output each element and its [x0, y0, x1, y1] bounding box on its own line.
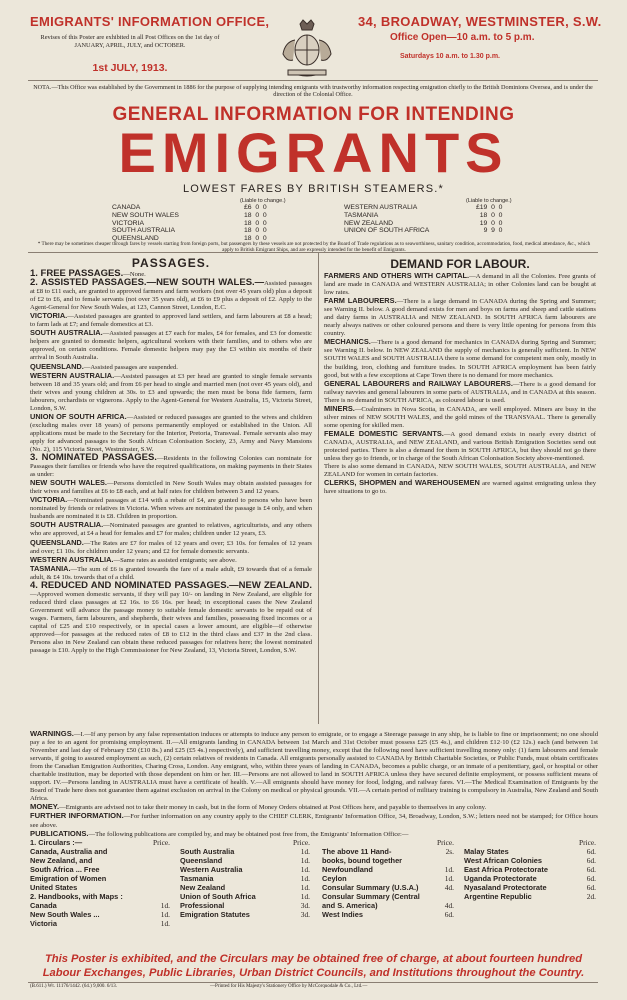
- review-note: Revises of this Poster are exhibited in all Post Offices on the 1st day of JANUARY, APRIL, JULY, and OCTOBER.: [40, 34, 220, 49]
- warnings-heading: WARNINGS.: [30, 729, 74, 738]
- price-header: Price.: [292, 838, 310, 847]
- fare-amount: 18 0 0: [244, 219, 267, 227]
- publication-item: [30, 865, 170, 874]
- poster-date: 1st JULY, 1913.: [92, 62, 168, 74]
- publications-col-4: [464, 838, 596, 901]
- publication-price: 2d.: [586, 892, 596, 901]
- publication-item: [464, 892, 596, 901]
- column-divider: [318, 252, 319, 724]
- fare-row: [112, 212, 271, 220]
- poster-footer: [0, 952, 627, 980]
- general-info-heading: GENERAL INFORMATION FOR INTENDING: [112, 104, 515, 125]
- assisted-wa-text: —Assisted passages at £3 per head are granted to single female servants between 18 and 35 years old; and from £6 per head to single and married men (not over 45 years old), and their wives and young children at 30s. to £3 and upwards; the men must be bona fide farmers, farm labourers, orchardists or vignerons. Apply to the Agent-General for Western Australia, 15, Victoria Street, London, S.W.: [30, 372, 313, 412]
- publication-name: United States: [30, 883, 78, 892]
- reduced-nz-text: —Approved women domestic servants, if they will pay 10/- on landing in New Zealand, are eligible for reduced third class passages at £2 16s. to £6 16s. per head; in exceptional cases the New Zealand Government will advance the passage money to suitable female domestic servants to be repaid out of wages. Farmers, farm labourers, and shepherds, their wives and families, possessing fixed incomes or a capital of £25 and £10 respectively, or in special cases a lower amount, are eligible—if otherwise approved—for passages at the reduced rates of £8 to £12 in the third class and £37 in the 2nd class. Persons also in New Zealand can obtain these reduced passages for relatives here; the lowest nominated passage is £10. Apply to the High Commissioner for New Zealand, 13, Victoria Street, London, S.W.: [30, 590, 312, 655]
- publication-name: and S. America): [322, 901, 378, 910]
- fare-row: [344, 227, 506, 235]
- miners-text: —Coalminers in Nova Scotia, in CANADA, are well employed. Miners are busy in the silver mines of NEW SOUTH WALES, and the gold mines of the TRANSVAAL. There is generally some opening for skilled men.: [324, 405, 596, 429]
- fare-amount: 18 0 0: [244, 211, 267, 219]
- farmers-text: —A demand in all the Colonies. Free grants of land are made in CANADA and WESTERN AUSTRALIA; in other Colonies land can be bought at low rates.: [324, 273, 596, 297]
- fare-destination: UNION OF SOUTH AFRICA: [344, 227, 430, 235]
- nominated-qld-text: —The Rates are £7 for males of 12 years and over; £3 10s. for females of 12 years and over; £1 10s. for children under 12 years; and £2 for female domestic servants.: [30, 539, 312, 555]
- nominated-tasmania-heading: TASMANIA.: [30, 563, 71, 573]
- passages-column: [30, 256, 312, 655]
- fare-destination: VICTORIA: [112, 219, 144, 227]
- fares-table-right: [344, 198, 512, 235]
- publication-item: [322, 856, 454, 865]
- publication-name: Argentine Republic: [464, 892, 532, 901]
- publication-item: [180, 892, 310, 901]
- publication-name: South Africa ... Free: [30, 865, 100, 874]
- general-labourers-text: —There is a good demand for railway navvies and general labourers in some parts of AUSTRALIA, and in CANADA at this season. There is no demand in SOUTH AFRICA, as coloured labour is used.: [324, 380, 596, 404]
- divider: [28, 982, 598, 983]
- office-address: 34, BROADWAY, WESTMINSTER, S.W.: [358, 14, 602, 29]
- fare-amount: 18 0 0: [244, 227, 267, 235]
- publication-item: [322, 865, 454, 874]
- publication-name: Victoria: [30, 919, 57, 928]
- publication-item: [180, 901, 310, 910]
- nominated-wa-heading: WESTERN AUSTRALIA.: [30, 554, 114, 564]
- clerks-heading: CLERKS, SHOPMEN and WAREHOUSEMEN: [324, 478, 480, 488]
- further-info-text: —For further information on any country apply to the CHIEF CLERK, Emigrants' Information Office, 34, Broadway, London, S.W.; letters need not be stamped; for Office hours see above.: [30, 813, 598, 829]
- fare-amount: £19 0 0: [476, 204, 503, 211]
- further-info-heading: FURTHER INFORMATION.: [30, 811, 124, 821]
- royal-crest-icon: [276, 18, 338, 80]
- publication-name: Newfoundland: [322, 865, 373, 874]
- publication-name: Tasmania: [180, 874, 214, 883]
- female-servants-heading: FEMALE DOMESTIC SERVANTS.: [324, 428, 444, 438]
- fare-amount: 19 0 0: [479, 219, 503, 227]
- publication-item: [464, 847, 596, 856]
- publications-col-1: [30, 838, 170, 928]
- nominated-sa-heading: SOUTH AUSTRALIA.: [30, 520, 104, 530]
- publication-item: [180, 847, 310, 856]
- publication-item: [180, 910, 310, 919]
- emigrants-title: EMIGRANTS: [118, 121, 509, 184]
- publication-item: [30, 874, 170, 883]
- fare-destination: NEW ZEALAND: [344, 219, 394, 227]
- publication-item: [322, 883, 454, 892]
- nominated-victoria-text: —Nominated passages at £14 with a rebate of £4, are granted to persons who have been nominated by friends or relatives in Victoria. When wives are nominated the passage is £4 only, and when husbands are nominated it is £8. Children in proportion.: [30, 497, 312, 521]
- publication-price: 1d.: [160, 919, 170, 928]
- publication-item: [30, 919, 170, 928]
- publication-item: [180, 856, 310, 865]
- farm-labourers-heading: FARM LABOURERS.: [324, 296, 397, 306]
- money-heading: MONEY.: [30, 802, 60, 812]
- fare-destination: TASMANIA: [344, 211, 379, 219]
- fare-destination: NEW SOUTH WALES: [112, 211, 179, 219]
- publication-item: [322, 910, 454, 919]
- publication-item: [322, 874, 454, 883]
- money-text: —Emigrants are advised not to take their money in cash, but in the form of Money Orders obtained at Post Offices here, and payable to themselves in any colony.: [59, 804, 487, 812]
- price-header: Price.: [578, 838, 596, 847]
- publication-name: Consular Summary (U.S.A.): [322, 883, 419, 892]
- fare-row: [344, 220, 506, 228]
- publication-name: Emigration of Women: [30, 874, 107, 883]
- mechanics-heading: MECHANICS.: [324, 337, 371, 347]
- nota-note: NOTA.—This Office was established by the Government in 1886 for the purpose of supplying intending emigrants with trustworthy information respecting emigration chiefly to the British Dominions Oversea, and is under the direction of the Colonial Office.: [33, 84, 593, 99]
- fare-amount: £6 0 0: [244, 204, 267, 211]
- publication-name: Uganda Protectorate: [464, 874, 537, 883]
- publication-name: Emigration Statutes: [180, 910, 250, 919]
- assisted-victoria-text: —Assisted passages are granted to approved land settlers, and farm labourers at £8 a head; to farm lads at £7; and female domestics at £3.: [30, 313, 312, 329]
- nominated-tasmania-text: —The sum of £6 is granted towards the fare of a male adult, £9 towards that of a female adult, & £4 10s. towards that of a child.: [30, 565, 312, 581]
- assisted-usa-heading: UNION OF SOUTH AFRICA.: [30, 411, 127, 421]
- publication-name: Western Australia: [180, 865, 243, 874]
- free-passages-heading: 1. FREE PASSAGES.: [30, 268, 124, 279]
- publication-name: West African Colonies: [464, 856, 543, 865]
- assisted-qld-text: —Assisted passages are suspended.: [83, 363, 178, 371]
- publication-price: 6d.: [586, 874, 596, 883]
- warnings-section: [30, 730, 598, 839]
- publication-price: 6d.: [586, 847, 596, 856]
- lowest-fares-heading: LOWEST FARES BY BRITISH STEAMERS.*: [182, 183, 445, 195]
- passages-title: PASSAGES.: [131, 256, 211, 270]
- fare-row: [344, 204, 506, 212]
- nominated-nsw-text: —Persons domiciled in New South Wales may obtain assisted passages for their wives and families at £6 to £8 each, and at half rates for children between 3 and 12 years.: [30, 480, 312, 496]
- publication-price: 1d.: [300, 847, 310, 856]
- nominated-sa-text: —Nominated passages are granted to relatives, agriculturists, and any others who are approved, at £4 a head for females and £7 for males; children under 12 years, £3.: [30, 522, 312, 538]
- publication-price: 1d.: [300, 856, 310, 865]
- free-passages-text: —None.: [123, 271, 146, 278]
- publication-price: 3d.: [300, 910, 310, 919]
- publication-price: 4d.: [444, 901, 454, 910]
- assisted-sa-heading: SOUTH AUSTRALIA.: [30, 328, 103, 338]
- publication-item: [180, 874, 310, 883]
- publication-name: Union of South Africa: [180, 892, 256, 901]
- assisted-qld-heading: QUEENSLAND.: [30, 361, 84, 371]
- publication-item: [180, 883, 310, 892]
- fare-row: [112, 220, 271, 228]
- miners-heading: MINERS.: [324, 403, 355, 413]
- office-hours: Office Open—10 a.m. to 5 p.m.: [390, 32, 535, 43]
- publication-name: Professional: [180, 901, 225, 910]
- general-labourers-heading: GENERAL LABOURERS and RAILWAY LABOURERS.: [324, 378, 513, 388]
- publication-name: books, bound together: [322, 856, 403, 865]
- publications-col-2: [180, 838, 310, 919]
- assisted-sa-text: —Assisted passages at £7 each for males, £4 for females, and £3 for domestic helpers are granted to domestic helpers, agricultural workers with their families, and to others who are approved, on certain conditions. Female domestic helpers may pay the £3 within six months of their arrival in South Australia.: [30, 330, 312, 362]
- publication-item: [322, 901, 454, 910]
- demand-title: DEMAND FOR LABOUR.: [390, 257, 530, 271]
- assisted-nsw-text: Assisted passages at £8 to £11 each, are granted to approved farmers and farm workers (not over 45 years old) plus a deposit of £2 to £6, and to female servants (not over 35 years old), at £6 to £9 plus a deposit of £2. Apply to the Agent-General for New South Wales, at 123, Cannon Street, London, E.C.: [30, 280, 312, 312]
- publication-item: [322, 847, 454, 856]
- publication-price: 6d.: [586, 883, 596, 892]
- assisted-usa-text: —Assisted or reduced passages are granted to the wives and children (excluding males over 18 years) of persons permanently employed or established in the Union. All applications must be made to the Secretary for the Interior, Pretoria, Transvaal. Female servants also may apply for advanced passages to the South African Colonisation Society, 23, Army and Navy Mansions (No. 2), 115 Victoria Street, Westminster, S.W.: [30, 413, 312, 453]
- print-code: (B.611.) Wt. 11176/1442. (64.) 9,000. 6/13.: [30, 984, 117, 989]
- publication-price: 1d.: [300, 865, 310, 874]
- farmers-heading: FARMERS AND OTHERS WITH CAPITAL.: [324, 271, 470, 280]
- divider: [28, 80, 598, 81]
- publication-price: 2s.: [445, 847, 454, 856]
- fares-table-left: [112, 198, 286, 243]
- fare-destination: WESTERN AUSTRALIA: [344, 204, 418, 211]
- nominated-qld-heading: QUEENSLAND.: [30, 537, 84, 547]
- publication-item: [322, 892, 454, 901]
- publication-item: [30, 883, 170, 892]
- fares-left-header: (Liable to change.): [240, 198, 286, 204]
- fare-amount: 18 0 0: [479, 211, 503, 219]
- fare-destination: SOUTH AUSTRALIA: [112, 227, 176, 235]
- fares-footnote: * There may be sometimes cheaper through fares by vessels starting from foreign ports, but passengers by these vessels are not protected by the Board of Trade regulations as to seaworthiness, sanitary condition, accommodation, food, medical attendance, &c., which apply to British Emigrant Ships, and are expressly intended for the benefit of Emigrants.: [37, 241, 591, 253]
- publication-price: 1d.: [444, 874, 454, 883]
- nominated-passages-text: —Residents in the following Colonies can nominate for Passages their families or friends who have the required qualifications, on making payments in their States as under:: [30, 455, 313, 479]
- fare-amount: 18 0 0: [244, 235, 267, 243]
- handbooks-label: 2. Handbooks, with Maps :: [30, 892, 123, 901]
- publication-name: New Zealand: [180, 883, 226, 892]
- publication-name: Canada, Australia and: [30, 847, 108, 856]
- divider: [28, 252, 598, 253]
- publication-name: Consular Summary (Central: [322, 892, 420, 901]
- publication-item: [464, 865, 596, 874]
- publication-item: [180, 865, 310, 874]
- publication-name: The above 11 Hand-: [322, 847, 392, 856]
- footer-line-2: Labour Exchanges, Public Libraries, Urban District Councils, and Institutions throughout the Country.: [42, 967, 585, 979]
- publication-name: South Australia: [180, 847, 235, 856]
- publication-item: [30, 856, 170, 865]
- publication-name: East Africa Protectorate: [464, 865, 548, 874]
- publication-name: Nyasaland Protectorate: [464, 883, 547, 892]
- nominated-victoria-heading: VICTORIA.: [30, 495, 68, 505]
- price-header: Price.: [152, 838, 170, 847]
- publication-item: [30, 847, 170, 856]
- nominated-passages-heading: 3. NOMINATED PASSAGES.: [30, 452, 157, 464]
- mechanics-text: —There is a good demand for mechanics in CANADA during Spring and Summer; see Warning II. below. In NEW ZEALAND the supply of mechanics is generally sufficient. In NEW SOUTH WALES and SOUTH AUSTRALIA there is some demand for competent men only, mostly in the building, iron, clothing and furniture trades. In SOUTH AFRICA employment has been fairly good, but with a few exceptions at Cape Town there is no demand for more mechanics.: [324, 339, 596, 379]
- publications-heading: PUBLICATIONS.: [30, 828, 89, 838]
- publication-item: [30, 901, 170, 910]
- publication-name: Queensland: [180, 856, 223, 865]
- nominated-nsw-heading: NEW SOUTH WALES.: [30, 478, 107, 488]
- saturday-hours: Saturdays 10 a.m. to 1.30 p.m.: [400, 53, 500, 60]
- warnings-text: —I.—If any person by any false representation induces or attempts to induce any person to emigrate, or to engage a Steerage passage in any ship, he is liable to fine or imprisonment; no one should pay a fee to an agent for promising employment. II.—All emigrants landing in CANADA between 1st March and 31st October must possess £25 (£5 4s.), and children £12·10 (£2 12s.) each (and between 1st November and last day of February £50 (£10 8s.) and £25 (£5 4s.) respectively), and sufficient travelling money, except that the following need have sufficient travelling money only: (1) farm labourers and female servants, if going to assured employment as such, (2) certain relatives of residents in Canada. All emigrants personally assisted to CANADA by British Charitable Societies, or Public Funds, must obtain certificates from the Canadian Emigration Authorities, Charing Cross, London. Any emigrant, who, within three years of landing in CANADA, becomes a public charge, or an inmate of a penitentiary, gaol, or hospital or other charitable institution, may be deported with those dependent on him or her. III.—Persons are not allowed to land in SOUTH AFRICA unless they have secured definite employment, or possess sufficient means of support. IV.—Persons landing in AUSTRALIA must have a certificate of health. V.—All emigrants should have money for food, lodging, and railway fares. VI.—The Medical Examination of Emigrants by the Board of Trade here does not guarantee them against exclusion on arrival in the Colony on medical or physical grounds. VII.—A certain period of military training is compulsory in Australia, New Zealand and South Africa.: [30, 731, 598, 803]
- publication-name: Malay States: [464, 847, 509, 856]
- assisted-victoria-heading: VICTORIA.: [30, 311, 68, 321]
- fares-right-header: (Liable to change.): [466, 198, 512, 204]
- publication-price: 1d.: [160, 910, 170, 919]
- assisted-passages-heading: 2. ASSISTED PASSAGES.—NEW SOUTH WALES.—: [30, 277, 265, 289]
- fare-destination: QUEENSLAND: [112, 235, 159, 243]
- farm-labourers-text: —There is a large demand in CANADA during the Spring and Summer; see Warning II. below. A good demand exists for men and boys on farms and sheep and cattle stations and dairy farms in AUSTRALIA and NEW ZEALAND. In SOUTH AFRICA farm labourers are nearly always natives or other coloured persons and there is very little opening for persons from this country.: [324, 298, 596, 338]
- clerks-text: are warned against emigrating unless they have situations to go to.: [324, 480, 596, 496]
- poster-header: [0, 8, 627, 76]
- publication-price: 1d.: [300, 874, 310, 883]
- fare-row: [112, 204, 271, 212]
- nominated-wa-text: —Same rates as assisted emigrants; see above.: [113, 556, 237, 564]
- also-demand-text: There is also some demand in CANADA, NEW SOUTH WALES, SOUTH AUSTRALIA, and NEW ZEALAND for women in certain factories.: [324, 463, 596, 479]
- publications-text: —The following publications are compiled by, and may be obtained post free from, the Emigrants' Information Office:—: [88, 830, 409, 838]
- publication-name: New South Wales ...: [30, 910, 100, 919]
- fare-amount: 9 9 0: [483, 227, 503, 235]
- publication-item: [464, 856, 596, 865]
- printer-credit: —Printed for His Majesty's Stationery Office by McCorquodale & Co., Ltd.—: [210, 984, 368, 989]
- publication-item: [464, 874, 596, 883]
- publication-price: 1d.: [300, 883, 310, 892]
- publication-name: Canada: [30, 901, 57, 910]
- fare-row: [112, 227, 271, 235]
- fare-row: [344, 212, 506, 220]
- publication-price: 6d.: [586, 865, 596, 874]
- assisted-wa-heading: WESTERN AUSTRALIA.: [30, 370, 115, 380]
- publications-col-3: [322, 838, 454, 919]
- publication-price: 4d.: [444, 883, 454, 892]
- publication-item: [464, 883, 596, 892]
- office-title: EMIGRANTS' INFORMATION OFFICE,: [30, 14, 270, 29]
- footer-line-1: This Poster is exhibited, and the Circulars may be obtained free of charge, at about fourteen hundred: [44, 953, 583, 965]
- reduced-passages-heading: 4. REDUCED AND NOMINATED PASSAGES.—NEW ZEALAND.: [30, 579, 312, 591]
- publication-name: New Zealand, and: [30, 856, 93, 865]
- demand-column: [324, 256, 596, 496]
- publication-price: 6d.: [444, 910, 454, 919]
- publication-price: 1d.: [444, 865, 454, 874]
- fare-destination: CANADA: [112, 204, 141, 211]
- publication-name: Ceylon: [322, 874, 347, 883]
- publication-price: 1d.: [160, 901, 170, 910]
- price-header: Price.: [436, 838, 454, 847]
- publication-price: 3d.: [300, 901, 310, 910]
- publication-item: [30, 910, 170, 919]
- publication-price: 1d.: [300, 892, 310, 901]
- publication-price: 6d.: [586, 856, 596, 865]
- female-servants-text: —A good demand exists in nearly every district of CANADA, AUSTRALIA, and NEW ZEALAND, and various British Emigration Societies send out protected parties. There is also a demand for them in SOUTH AFRICA, but they should not go there unless they go to friends, or in charge of the South African Colonisation Society above-mentioned.: [324, 430, 596, 463]
- circulars-label: 1. Circulars :—: [30, 838, 83, 847]
- publication-name: West Indies: [322, 910, 363, 919]
